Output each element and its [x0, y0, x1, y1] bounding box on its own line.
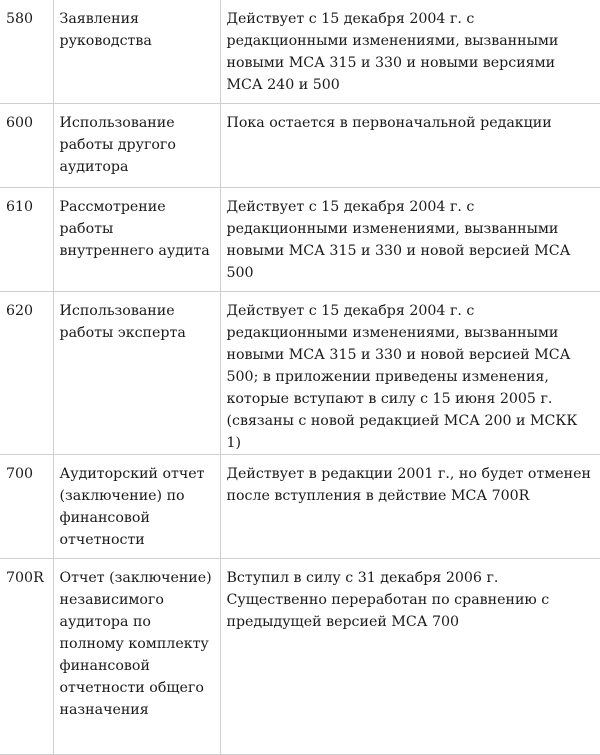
standard-name: Рассмотрение работы внутреннего аудита: [53, 187, 220, 291]
standard-name: Заявления руководства: [53, 0, 220, 103]
table-row: [0, 291, 600, 454]
standard-status: Пока остается в первоначальной редакции: [220, 103, 600, 187]
standard-status: Действует с 15 декабря 2004 г. с редакционными изменениями, вызванными новыми МСА 315 и 330 и новыми версиями МСА 240 и 500: [220, 0, 600, 103]
standard-status: Действует с 15 декабря 2004 г. с редакционными изменениями, вызванными новыми МСА 315 и 330 и новой версией МСА 500; в приложении приведены изменения, которые вступают в силу с 15 июня 2005 г. (связаны с новой редакцией МСА 200 и МСКК 1): [220, 291, 600, 454]
table-row: [0, 103, 600, 187]
standard-name: Использование работы эксперта: [53, 291, 220, 454]
standard-status: Действует в редакции 2001 г., но будет отменен после вступления в действие МСА 700R: [220, 454, 600, 558]
table-row: [0, 0, 600, 103]
table-row: [0, 454, 600, 558]
standard-name: Отчет (заключение) независимого аудитора по полному комплекту финансовой отчетности общего назначения: [53, 558, 220, 754]
table-row: [0, 558, 600, 754]
standard-name: Аудиторский отчет (заключение) по финансовой отчетности: [53, 454, 220, 558]
table-row: [0, 187, 600, 291]
standard-code: 600: [0, 103, 53, 187]
standard-code: 700: [0, 454, 53, 558]
standard-code: 580: [0, 0, 53, 103]
standard-code: 700R: [0, 558, 53, 754]
standard-status: Действует с 15 декабря 2004 г. с редакционными изменениями, вызванными новыми МСА 315 и 330 и новой версией МСА 500: [220, 187, 600, 291]
standard-code: 620: [0, 291, 53, 454]
standard-status: Вступил в силу с 31 декабря 2006 г. Существенно переработан по сравнению с предыдущей версией МСА 700: [220, 558, 600, 754]
standard-name: Использование работы другого аудитора: [53, 103, 220, 187]
standard-code: 610: [0, 187, 53, 291]
